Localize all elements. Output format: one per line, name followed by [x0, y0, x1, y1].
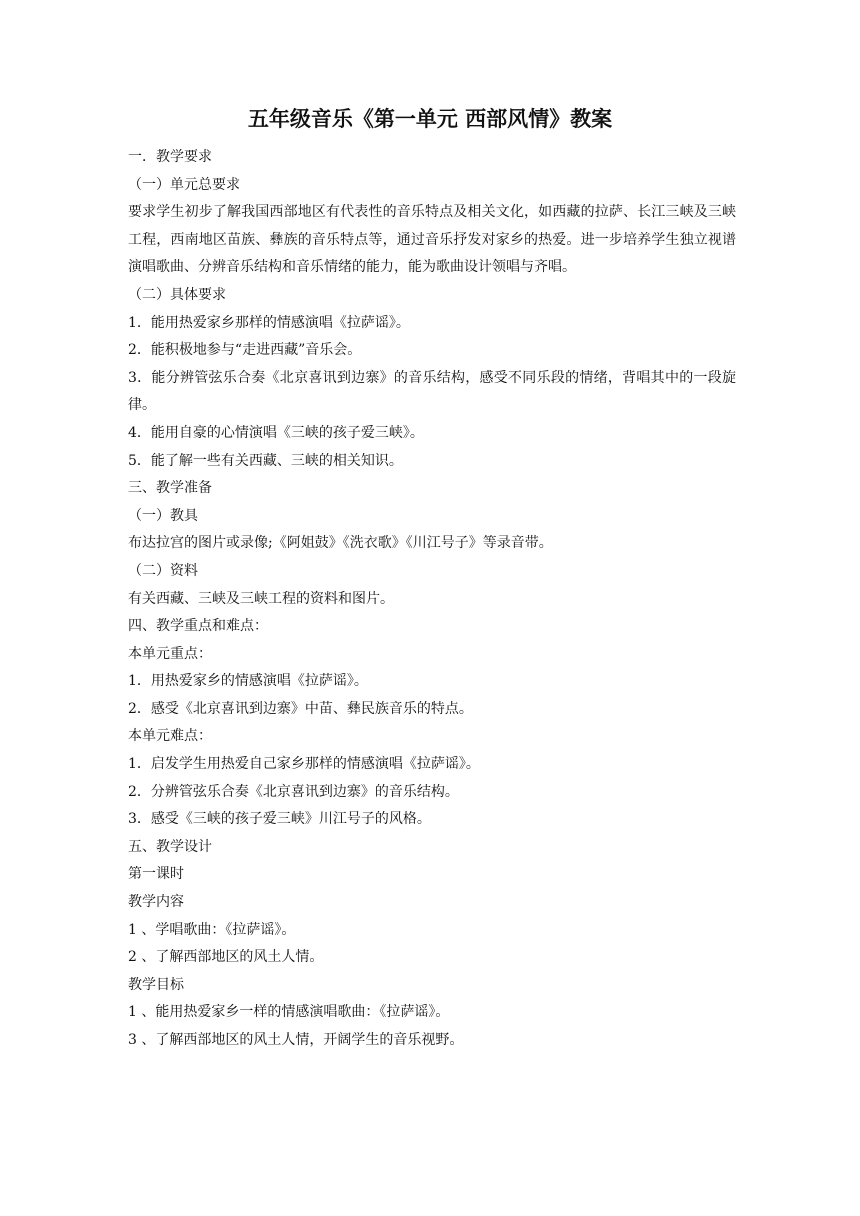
- list-item: 1．能用热爱家乡那样的情感演唱《拉萨谣》。: [128, 314, 410, 331]
- list-item: 3．能分辨管弦乐合奏《北京喜讯到边寨》的音乐结构，感受不同乐段的情绪，背唱其中的一段旋律。: [128, 369, 736, 414]
- subsection-heading: 本单元重点：: [128, 645, 212, 662]
- list-item: 1 、能用热爱家乡一样的情感演唱歌曲：《拉萨谣》。: [128, 1004, 450, 1021]
- paragraph: 有关西藏、三峡及三峡工程的资料和图片。: [128, 590, 394, 607]
- list-item: 3 、了解西部地区的风土人情，开阔学生的音乐视野。: [128, 1032, 464, 1048]
- subsection-heading: 第一课时: [128, 866, 184, 883]
- subsection-heading: （一）单元总要求: [128, 176, 240, 193]
- list-item: 3．感受《三峡的孩子爱三峡》川江号子的风格。: [128, 811, 431, 828]
- document-body: [128, 144, 736, 1055]
- subsection-heading: （二）具体要求: [128, 286, 226, 303]
- list-item: 2 、了解西部地区的风土人情。: [128, 949, 324, 966]
- section-heading: 一．教学要求: [128, 149, 212, 165]
- list-item: 1 、学唱歌曲：《拉萨谣》。: [128, 921, 296, 938]
- document-title: 五年级音乐《第一单元 西部风情》教案: [247, 106, 613, 131]
- section-heading: 五、教学设计: [128, 838, 212, 855]
- section-heading: 三、教学准备: [128, 480, 212, 497]
- list-item: 2．能积极地参与“走进西藏”音乐会。: [128, 342, 362, 359]
- list-item: 5．能了解一些有关西藏、三峡的相关知识。: [128, 452, 403, 469]
- list-item: 4．能用自豪的心情演唱《三峡的孩子爱三峡》。: [128, 424, 424, 441]
- list-item: 1．用热爱家乡的情感演唱《拉萨谣》。: [128, 673, 368, 690]
- paragraph: 布达拉宫的图片或录像;《阿姐鼓》《洗衣歌》《川江号子》等录音带。: [128, 535, 553, 552]
- paragraph: 要求学生初步了解我国西部地区有代表性的音乐特点及相关文化，如西藏的拉萨、长江三峡及三峡工程，西南地区苗族、彝族的音乐特点等，通过音乐抒发对家乡的热爱。进一步培养学生独立视谱演唱歌曲、分辨音乐结构和音乐情绪的能力，能为歌曲设计领唱与齐唱。: [128, 204, 736, 276]
- list-item: 2．分辨管弦乐合奏《北京喜讯到边寨》的音乐结构。: [128, 783, 459, 800]
- subsection-heading: 教学内容: [128, 894, 184, 911]
- subsection-heading: （一）教具: [128, 507, 198, 524]
- section-heading: 四、教学重点和难点：: [128, 618, 268, 635]
- list-item: 1．启发学生用热爱自己家乡那样的情感演唱《拉萨谣》。: [128, 756, 480, 773]
- list-item: 2．感受《北京喜讯到边寨》中苗、彝民族音乐的特点。: [128, 700, 473, 717]
- subsection-heading: 教学目标: [128, 976, 184, 993]
- subsection-heading: 本单元难点：: [128, 728, 212, 745]
- subsection-heading: （二）资料: [128, 562, 198, 579]
